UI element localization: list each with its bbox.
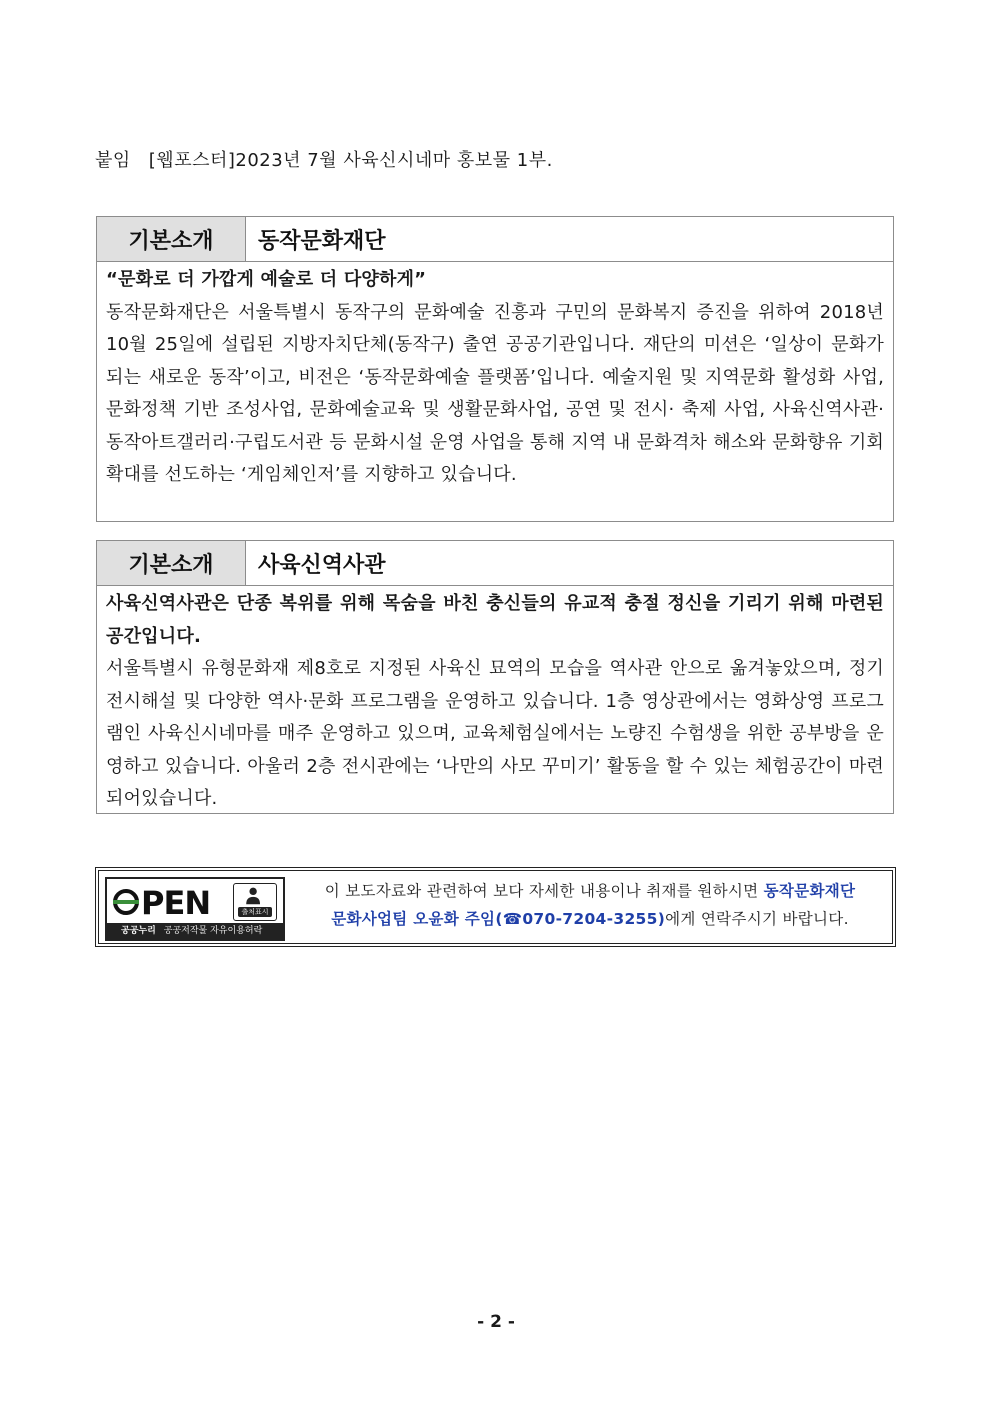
contact-person: 문화사업팀 오윤화 주임(☎070-7204-3255) xyxy=(331,910,666,928)
intro-description: 서울특별시 유형문화재 제8호로 지정된 사육신 묘역의 모습을 역사관 안으로 옮겨놓았으며, 정기 전시해설 및 다양한 역사·문화 프로그램을 운영하고 있습니다. 1층 영상관에서는 영화상영 프로그램인 사육신시네마를 매주 운영하고 있으며, 교육체험실에서는 노량진 수험생을 위한 공부방을 운영하고 있습니다. 아울러 2층 전시관에는 ‘나만의 사모 꾸미기’ 활동을 할 수 있는 체험공간이 마련되어있습니다. xyxy=(106,658,884,809)
intro-body xyxy=(97,586,893,820)
intro-label: 기본소개 xyxy=(97,217,246,261)
contact-outro: 에게 연락주시기 바랍니다. xyxy=(665,910,849,928)
contact-text xyxy=(295,877,885,933)
attachment-label: 붙임 xyxy=(95,150,131,171)
open-license-caption-bar xyxy=(107,923,283,939)
intro-body xyxy=(97,262,893,496)
license-brand: 공공누리 xyxy=(121,926,156,936)
contact-notice xyxy=(95,867,896,947)
intro-label: 기본소개 xyxy=(97,541,246,585)
intro-box-header xyxy=(97,217,893,262)
open-o-icon xyxy=(113,889,139,915)
intro-box-foundation xyxy=(96,216,894,522)
license-caption: 공공저작물 자유이용허락 xyxy=(163,926,263,936)
open-logo-text: PEN xyxy=(141,884,211,922)
intro-slogan: “문화로 더 가깝게 예술로 더 다양하게” xyxy=(106,269,427,290)
open-license-logo xyxy=(105,877,285,941)
attribution-badge: 출처표시 xyxy=(238,907,272,917)
intro-box-museum xyxy=(96,540,894,814)
page-number: - 2 - xyxy=(477,1312,515,1332)
contact-org: 동작문화재단 xyxy=(763,882,856,900)
attachment-line xyxy=(95,146,553,172)
contact-intro: 이 보도자료와 관련하여 보다 자세한 내용이나 취재를 원하시면 xyxy=(324,882,764,900)
intro-title: 사육신역사관 xyxy=(258,552,386,578)
attribution-icon xyxy=(233,883,277,921)
attachment-text: [웹포스터]2023년 7월 사육신시네마 홍보물 1부. xyxy=(148,150,553,171)
intro-lead: 사육신역사관은 단종 복위를 위해 목숨을 바친 충신들의 유교적 충절 정신을 기리기 위해 마련된 공간입니다. xyxy=(106,593,884,647)
intro-title: 동작문화재단 xyxy=(258,228,386,254)
intro-box-header xyxy=(97,541,893,586)
intro-description: 동작문화재단은 서울특별시 동작구의 문화예술 진흥과 구민의 문화복지 증진을 위하여 2018년 10월 25일에 설립된 지방자치단체(동작구) 출연 공공기관입니다. 재단의 미션은 ‘일상이 문화가 되는 새로운 동작’이고, 비전은 ‘동작문화예술 플랫폼’입니다. 예술지원 및 지역문화 활성화 사업, 문화정책 기반 조성사업, 문화예술교육 및 생활문화사업, 공연 및 전시· 축제 사업, 사육신역사관·동작아트갤러리·구립도서관 등 문화시설 운영 사업을 통해 지역 내 문화격차 해소와 문화향유 기회 확대를 선도하는 ‘게임체인저’를 지향하고 있습니다. xyxy=(106,301,884,485)
